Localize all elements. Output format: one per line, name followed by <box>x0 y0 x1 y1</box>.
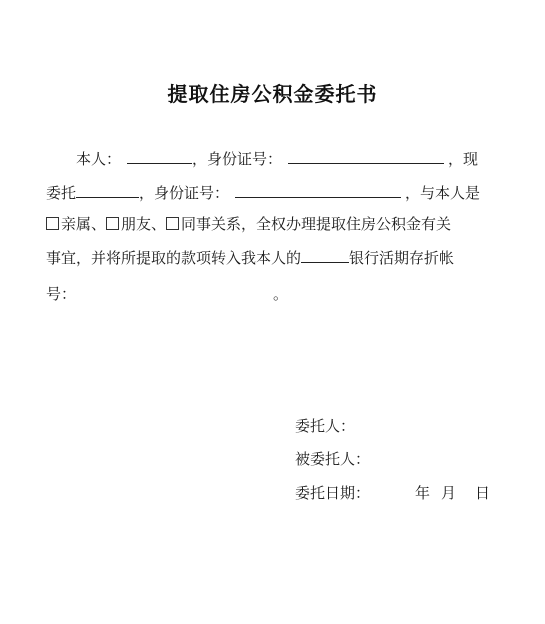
principal-name-blank[interactable] <box>127 146 192 164</box>
body-line-5 <box>46 282 490 306</box>
line2-suffix: ，与本人是 <box>405 184 481 202</box>
principal-signature-label: 委托人： <box>295 417 356 435</box>
body-line-2 <box>46 180 490 204</box>
date-day-label: 日 <box>475 484 491 502</box>
body-line-4 <box>46 245 490 269</box>
relative-checkbox[interactable] <box>46 217 59 230</box>
page-title: 提取住房公积金委托书 <box>167 82 378 106</box>
date-month-label: 月 <box>441 484 457 502</box>
date-year-label: 年 <box>415 484 431 502</box>
bank-account-label: 银行活期存折帐 <box>349 249 455 267</box>
colleague-option-label: 同事关系，全权办理提取住房公积金有关 <box>181 215 452 233</box>
colleague-checkbox[interactable] <box>166 217 179 230</box>
agent-name-blank[interactable] <box>76 180 139 198</box>
principal-id-label: ，身份证号： <box>192 150 283 168</box>
bank-name-blank[interactable] <box>301 245 349 263</box>
agent-label: 委托 <box>46 184 77 202</box>
agent-id-label: ，身份证号： <box>139 184 230 202</box>
body-line-1 <box>46 146 490 170</box>
account-number-label: 号： <box>46 285 77 303</box>
sentence-end: 。 <box>273 285 289 303</box>
relative-option-label: 亲属、 <box>61 215 107 233</box>
friend-option-label: 朋友、 <box>121 215 167 233</box>
agent-id-blank[interactable] <box>235 180 401 198</box>
transfer-text: 事宜，并将所提取的款项转入我本人的 <box>46 249 302 267</box>
principal-id-blank[interactable] <box>288 146 444 164</box>
entrust-date-label: 委托日期： <box>295 484 371 502</box>
principal-label: 本人： <box>76 150 122 168</box>
line1-suffix: ，现 <box>448 150 479 168</box>
body-line-3 <box>46 212 490 236</box>
agent-signature-label: 被委托人： <box>295 450 371 468</box>
friend-checkbox[interactable] <box>106 217 119 230</box>
